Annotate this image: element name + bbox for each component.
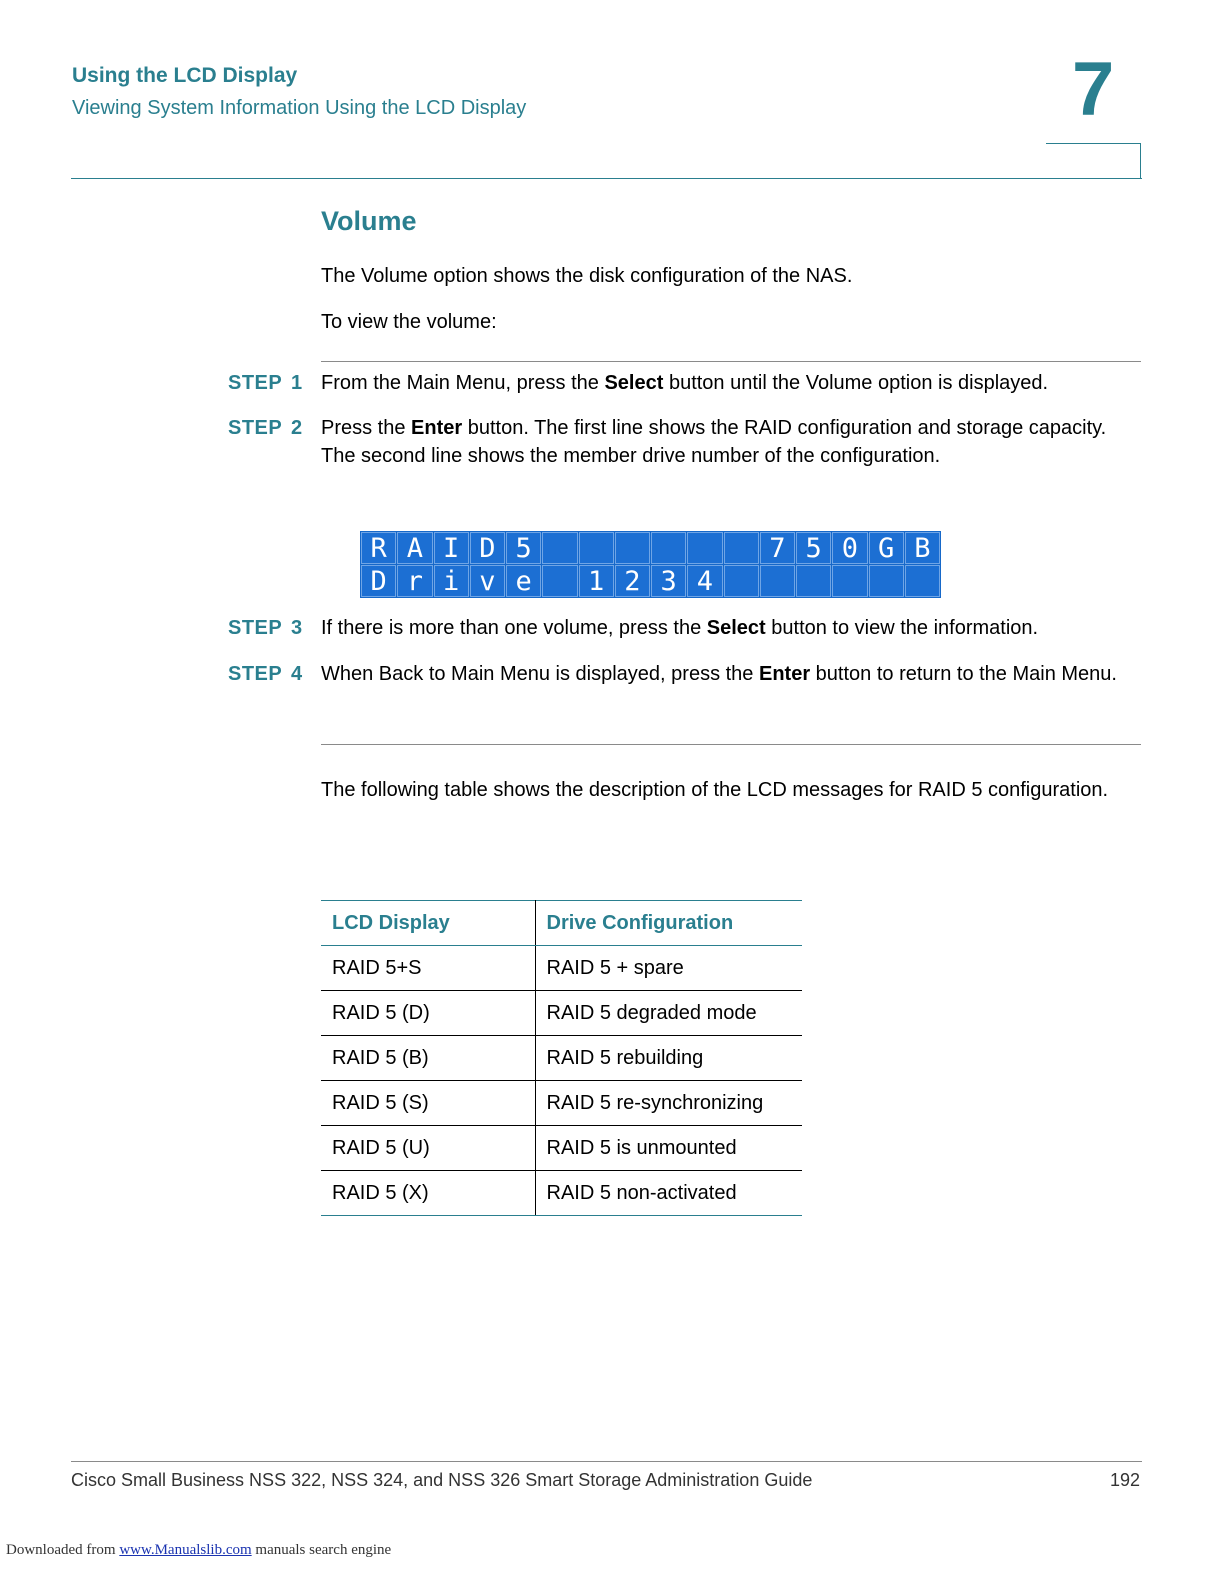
intro-paragraph: The Volume option shows the disk configuration of the NAS. <box>321 265 853 287</box>
step-number: 1 <box>291 372 303 394</box>
lcd-display <box>360 531 941 598</box>
lcd-char-cell <box>687 532 722 564</box>
lcd-char-cell: 4 <box>687 565 722 597</box>
lcd-char-cell: 5 <box>506 532 541 564</box>
lcd-display-cell: RAID 5 (D) <box>321 991 535 1036</box>
lcd-char-cell <box>615 532 650 564</box>
lcd-char-cell: e <box>506 565 541 597</box>
raid-lcd-table <box>321 900 802 1216</box>
lcd-char-cell <box>905 565 940 597</box>
lcd-char-cell: v <box>470 565 505 597</box>
drive-config-cell: RAID 5 re-synchronizing <box>535 1081 802 1126</box>
lcd-char-cell: r <box>397 565 432 597</box>
step-label: STEP <box>228 372 283 394</box>
step-number: 2 <box>291 417 303 439</box>
lcd-char-cell: D <box>470 532 505 564</box>
lcd-char-cell <box>542 565 577 597</box>
lcd-char-cell: 0 <box>832 532 867 564</box>
lcd-char-cell <box>796 565 831 597</box>
column-header-lcd-display: LCD Display <box>321 901 535 946</box>
footer-divider <box>71 1461 1142 1462</box>
table-row <box>321 991 802 1036</box>
table-row <box>321 946 802 991</box>
lcd-char-cell <box>542 532 577 564</box>
lcd-char-cell: i <box>434 565 469 597</box>
lcd-display-cell: RAID 5+S <box>321 946 535 991</box>
lcd-display-cell: RAID 5 (U) <box>321 1126 535 1171</box>
lcd-char-cell: G <box>869 532 904 564</box>
table-intro-paragraph: The following table shows the description of the LCD messages for RAID 5 configuration. <box>321 779 1109 801</box>
drive-config-cell: RAID 5 degraded mode <box>535 991 802 1036</box>
steps-top-divider <box>321 361 1141 362</box>
lcd-char-cell <box>579 532 614 564</box>
step-text: Press the Enter button. The first line shows the RAID configuration and storage capacity. The second line shows the member drive number of the configuration. <box>321 417 1107 467</box>
table-header-row <box>321 901 802 946</box>
step-label: STEP <box>228 663 283 685</box>
download-note: Downloaded from www.Manualslib.com manuals search engine <box>6 1542 392 1558</box>
drive-config-cell: RAID 5 rebuilding <box>535 1036 802 1081</box>
lcd-char-cell: 5 <box>796 532 831 564</box>
lcd-char-cell <box>724 565 759 597</box>
chapter-number: 7 <box>1072 47 1115 132</box>
lcd-char-cell: 3 <box>651 565 686 597</box>
lcd-char-cell <box>651 532 686 564</box>
chapter-title: Using the LCD Display <box>72 64 298 87</box>
lcd-display-cell: RAID 5 (B) <box>321 1036 535 1081</box>
lcd-char-cell <box>724 532 759 564</box>
lcd-char-cell <box>869 565 904 597</box>
lcd-char-cell <box>832 565 867 597</box>
lcd-char-cell: 1 <box>579 565 614 597</box>
lcd-char-cell: B <box>905 532 940 564</box>
lcd-char-cell: I <box>434 532 469 564</box>
lcd-display-cell: RAID 5 (X) <box>321 1171 535 1216</box>
lcd-char-cell: 7 <box>760 532 795 564</box>
step-label: STEP <box>228 417 283 439</box>
manualslib-link[interactable]: www.Manualslib.com <box>119 1542 252 1558</box>
drive-config-cell: RAID 5 non-activated <box>535 1171 802 1216</box>
lcd-char-cell: 2 <box>615 565 650 597</box>
lcd-char-cell: A <box>397 532 432 564</box>
drive-config-cell: RAID 5 + spare <box>535 946 802 991</box>
lead-paragraph: To view the volume: <box>321 311 497 333</box>
table-row <box>321 1126 802 1171</box>
table-row <box>321 1081 802 1126</box>
step-label: STEP <box>228 617 283 639</box>
lcd-display-cell: RAID 5 (S) <box>321 1081 535 1126</box>
chapter-box-decoration <box>1046 143 1141 178</box>
lcd-char-cell: D <box>361 565 396 597</box>
column-header-drive-configuration: Drive Configuration <box>535 901 802 946</box>
footer-guide-title: Cisco Small Business NSS 322, NSS 324, and NSS 326 Smart Storage Administration Guide <box>71 1470 813 1490</box>
lcd-char-cell: R <box>361 532 396 564</box>
lcd-char-cell <box>760 565 795 597</box>
step-text: If there is more than one volume, press the Select button to view the information. <box>321 617 1039 639</box>
table-row <box>321 1171 802 1216</box>
section-title: Volume <box>321 206 417 236</box>
table-row <box>321 1036 802 1081</box>
section-subtitle: Viewing System Information Using the LCD Display <box>72 97 527 119</box>
header-divider <box>71 178 1142 179</box>
drive-config-cell: RAID 5 is unmounted <box>535 1126 802 1171</box>
page-number: 192 <box>1109 1470 1140 1490</box>
step-text: When Back to Main Menu is displayed, press the Enter button to return to the Main Menu. <box>321 663 1117 685</box>
step-text: From the Main Menu, press the Select button until the Volume option is displayed. <box>321 372 1049 394</box>
step-number: 4 <box>291 663 303 685</box>
steps-bottom-divider <box>321 744 1141 745</box>
step-number: 3 <box>291 617 303 639</box>
